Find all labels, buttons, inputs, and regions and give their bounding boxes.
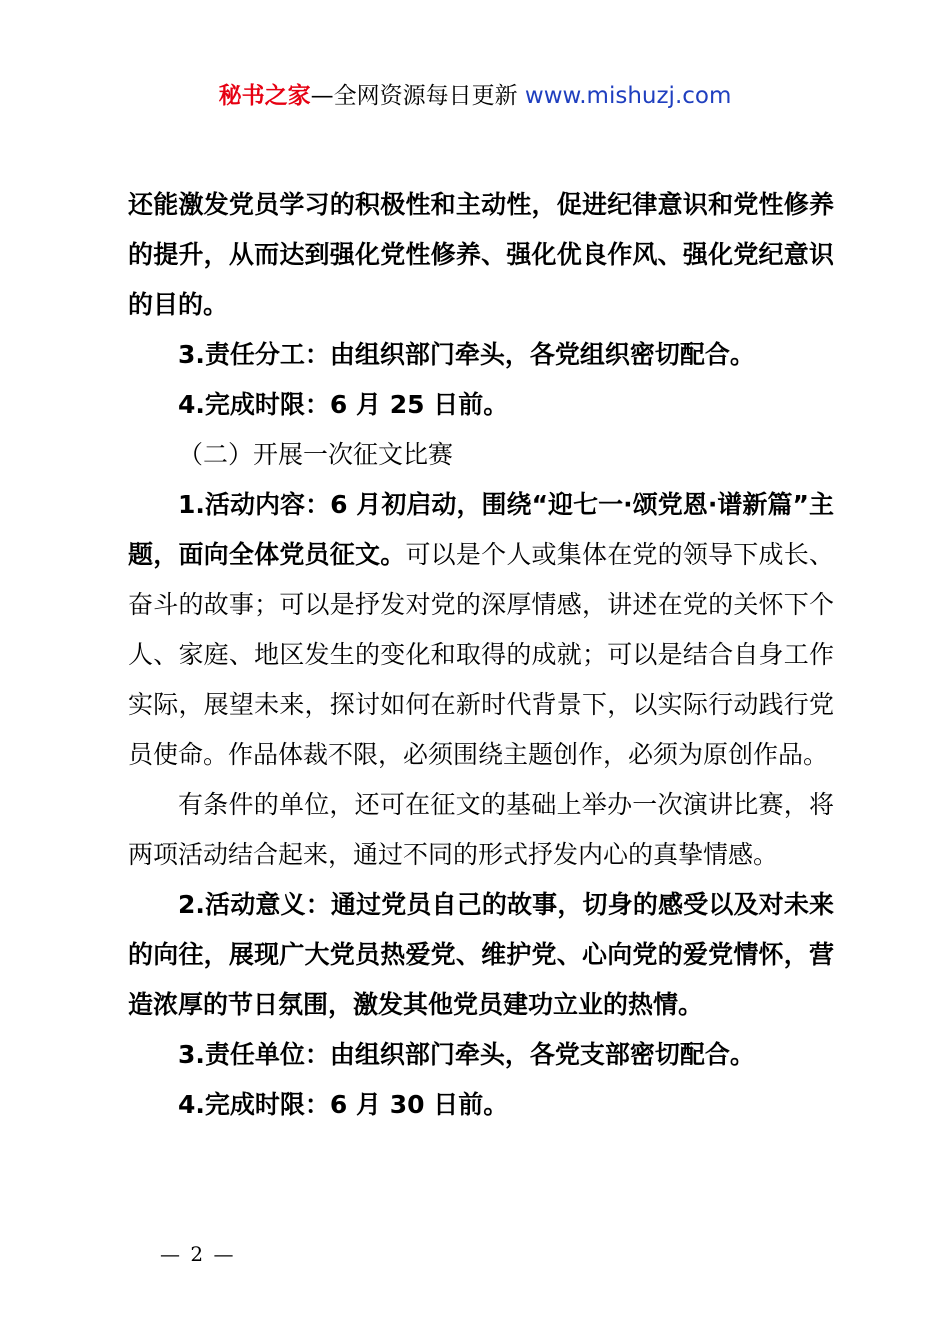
site-brand: 秘书之家 (218, 83, 311, 109)
activity-content-body: 可以是个人或集体在党的领导下成长、奋斗的故事；可以是抒发对党的深厚情感，讲述在党的关怀下个人、家庭、地区发生的变化和取得的成就；可以是结合自身工作实际，展望未来，探讨如何在新时代背景下，以实际行动践行党员使命。作品体裁不限，必须围绕主题创作，必须为原创作品。 (128, 540, 834, 769)
site-url: www.mishuzj.com (524, 83, 732, 109)
paragraph-activity-content (128, 480, 834, 780)
paragraph-activity-meaning: 2.活动意义：通过党员自己的故事，切身的感受以及对未来的向往，展现广大党员热爱党、维护党、心向党的爱党情怀，营造浓厚的节日氛围，激发其他党员建功立业的热情。 (128, 890, 834, 1019)
document-body (128, 180, 834, 1130)
paragraph-responsibility: 3.责任分工：由组织部门牵头，各党组织密切配合。 (178, 340, 755, 369)
paragraph-speech-contest: 有条件的单位，还可在征文的基础上举办一次演讲比赛，将两项活动结合起来，通过不同的形式抒发内心的真挚情感。 (128, 790, 834, 869)
paragraph-final-deadline: 4.完成时限：6 月 30 日前。 (178, 1090, 509, 1119)
site-tagline: —全网资源每日更新 (310, 83, 518, 109)
paragraph-responsible-unit: 3.责任单位：由组织部门牵头，各党支部密切配合。 (178, 1040, 755, 1069)
paragraph-continuation: 还能激发党员学习的积极性和主动性，促进纪律意识和党性修养的提升，从而达到强化党性修养、强化优良作风、强化党纪意识的目的。 (128, 190, 834, 319)
paragraph-deadline: 4.完成时限：6 月 25 日前。 (178, 390, 509, 419)
section-heading: （二）开展一次征文比赛 (178, 440, 454, 469)
activity-content-lead: 1.活动内容：6 月初启动，围绕“迎七一·颂党恩·谱新篇”主题，面向全体党员征文。 (128, 490, 834, 569)
site-header (0, 80, 950, 112)
page-number: — 2 — (160, 1242, 236, 1266)
